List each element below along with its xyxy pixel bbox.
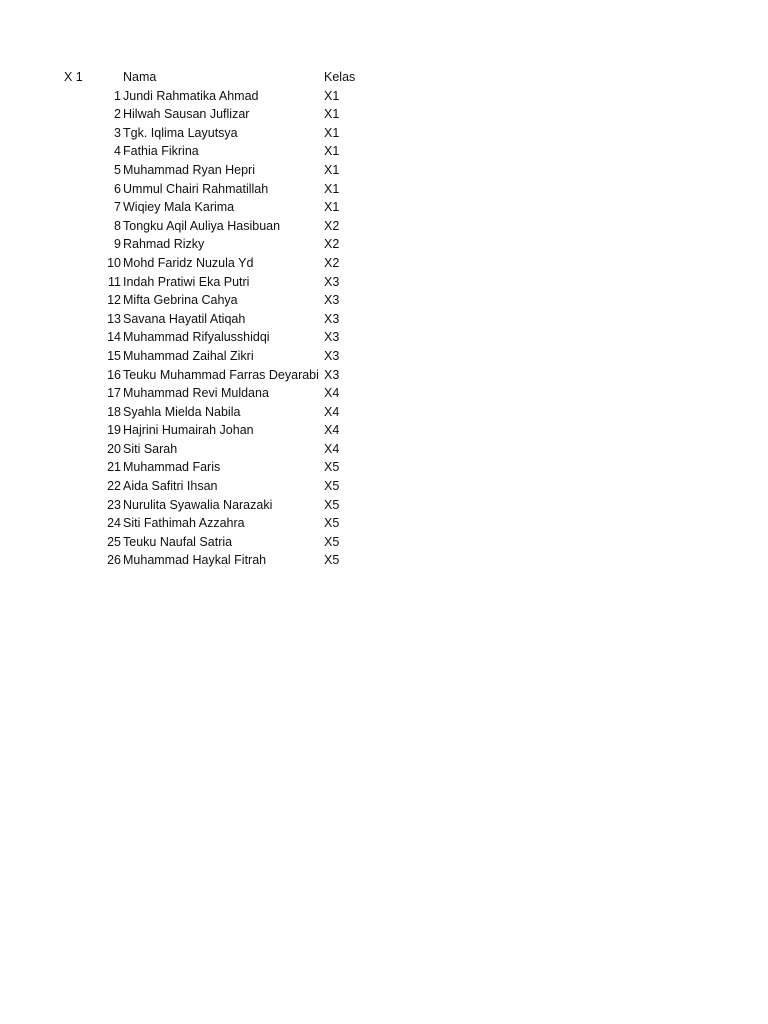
table-row xyxy=(0,254,768,273)
row-number: 19 xyxy=(107,423,121,438)
student-kelas: X5 xyxy=(324,460,340,475)
student-name: Hajrini Humairah Johan xyxy=(123,423,254,438)
student-kelas: X4 xyxy=(324,423,340,438)
kelas-column-header: Kelas xyxy=(324,70,356,84)
table-row xyxy=(0,366,768,385)
table-row xyxy=(0,347,768,366)
student-kelas: X5 xyxy=(324,497,340,512)
corner-label: X 1 xyxy=(64,70,83,84)
row-number: 12 xyxy=(107,293,121,308)
student-name: Indah Pratiwi Eka Putri xyxy=(123,274,250,289)
student-kelas: X3 xyxy=(324,348,340,363)
student-name: Wiqiey Mala Karima xyxy=(123,200,235,215)
student-kelas: X5 xyxy=(324,479,340,494)
table-row xyxy=(0,551,768,570)
student-name: Muhammad Faris xyxy=(123,460,221,475)
student-name: Teuku Naufal Satria xyxy=(123,534,233,549)
row-number: 15 xyxy=(107,348,121,363)
table-row xyxy=(0,421,768,440)
student-name: Tongku Aqil Auliya Hasibuan xyxy=(123,218,281,233)
table-row xyxy=(0,310,768,329)
student-name: Jundi Rahmatika Ahmad xyxy=(123,88,259,103)
row-number: 6 xyxy=(114,181,121,196)
student-name: Nurulita Syawalia Narazaki xyxy=(123,497,273,512)
table-row xyxy=(0,533,768,552)
student-name: Rahmad Rizky xyxy=(123,237,205,252)
table-row xyxy=(0,105,768,124)
student-kelas: X3 xyxy=(324,311,340,326)
student-list xyxy=(0,68,768,570)
student-kelas: X3 xyxy=(324,274,340,289)
student-name: Teuku Muhammad Farras Deyarabi xyxy=(123,367,319,382)
row-number: 7 xyxy=(114,200,121,215)
table-row xyxy=(0,384,768,403)
student-kelas: X3 xyxy=(324,367,340,382)
student-name: Fathia Fikrina xyxy=(123,144,199,159)
student-name: Siti Sarah xyxy=(123,441,178,456)
student-name: Muhammad Ryan Hepri xyxy=(123,162,255,177)
table-row xyxy=(0,514,768,533)
row-number: 17 xyxy=(107,386,121,401)
student-name: Muhammad Haykal Fitrah xyxy=(123,553,267,568)
row-number: 16 xyxy=(107,367,121,382)
student-kelas: X1 xyxy=(324,181,340,196)
student-kelas: X1 xyxy=(324,162,340,177)
row-number: 18 xyxy=(107,404,121,419)
student-kelas: X2 xyxy=(324,218,340,233)
student-rows xyxy=(0,87,768,570)
student-kelas: X4 xyxy=(324,441,340,456)
table-row xyxy=(0,161,768,180)
student-name: Muhammad Zaihal Zikri xyxy=(123,348,254,363)
row-number: 1 xyxy=(114,88,121,103)
student-kelas: X5 xyxy=(324,553,340,568)
student-kelas: X4 xyxy=(324,404,340,419)
table-row xyxy=(0,198,768,217)
student-kelas: X1 xyxy=(324,144,340,159)
student-name: Tgk. Iqlima Layutsya xyxy=(123,125,238,140)
row-number: 21 xyxy=(107,460,121,475)
row-number: 20 xyxy=(107,441,121,456)
student-kelas: X4 xyxy=(324,386,340,401)
table-row xyxy=(0,291,768,310)
row-number: 9 xyxy=(114,237,121,252)
row-number: 5 xyxy=(114,162,121,177)
student-name: Syahla Mielda Nabila xyxy=(123,404,241,419)
student-name: Muhammad Revi Muldana xyxy=(123,386,269,401)
student-name: Savana Hayatil Atiqah xyxy=(123,311,246,326)
row-number: 25 xyxy=(107,534,121,549)
student-name: Mohd Faridz Nuzula Yd xyxy=(123,255,254,270)
table-row xyxy=(0,217,768,236)
student-kelas: X1 xyxy=(324,107,340,122)
header-row xyxy=(0,68,768,87)
table-row xyxy=(0,328,768,347)
row-number: 11 xyxy=(108,274,121,289)
name-column-header: Nama xyxy=(123,70,157,84)
table-row xyxy=(0,235,768,254)
row-number: 24 xyxy=(107,516,121,531)
row-number: 10 xyxy=(107,255,121,270)
student-kelas: X2 xyxy=(324,255,340,270)
student-name: Ummul Chairi Rahmatillah xyxy=(123,181,269,196)
student-name: Siti Fathimah Azzahra xyxy=(123,516,245,531)
row-number: 4 xyxy=(114,144,121,159)
row-number: 2 xyxy=(114,107,121,122)
student-kelas: X5 xyxy=(324,516,340,531)
row-number: 22 xyxy=(107,479,121,494)
row-number: 8 xyxy=(114,218,121,233)
student-kelas: X1 xyxy=(324,125,340,140)
table-row xyxy=(0,273,768,292)
student-kelas: X5 xyxy=(324,534,340,549)
student-name: Hilwah Sausan Juflizar xyxy=(123,107,250,122)
student-kelas: X2 xyxy=(324,237,340,252)
student-kelas: X3 xyxy=(324,293,340,308)
row-number: 3 xyxy=(114,125,121,140)
table-row xyxy=(0,180,768,199)
student-kelas: X3 xyxy=(324,330,340,345)
table-row xyxy=(0,458,768,477)
student-name: Aida Safitri Ihsan xyxy=(123,479,218,494)
row-number: 13 xyxy=(107,311,121,326)
row-number: 26 xyxy=(107,553,121,568)
table-row xyxy=(0,496,768,515)
table-row xyxy=(0,477,768,496)
table-row xyxy=(0,87,768,106)
table-row xyxy=(0,142,768,161)
row-number: 14 xyxy=(107,330,121,345)
student-name: Mifta Gebrina Cahya xyxy=(123,293,238,308)
table-row xyxy=(0,440,768,459)
table-row xyxy=(0,124,768,143)
table-row xyxy=(0,403,768,422)
student-kelas: X1 xyxy=(324,88,340,103)
row-number: 23 xyxy=(107,497,121,512)
student-kelas: X1 xyxy=(324,200,340,215)
student-name: Muhammad Rifyalusshidqi xyxy=(123,330,270,345)
